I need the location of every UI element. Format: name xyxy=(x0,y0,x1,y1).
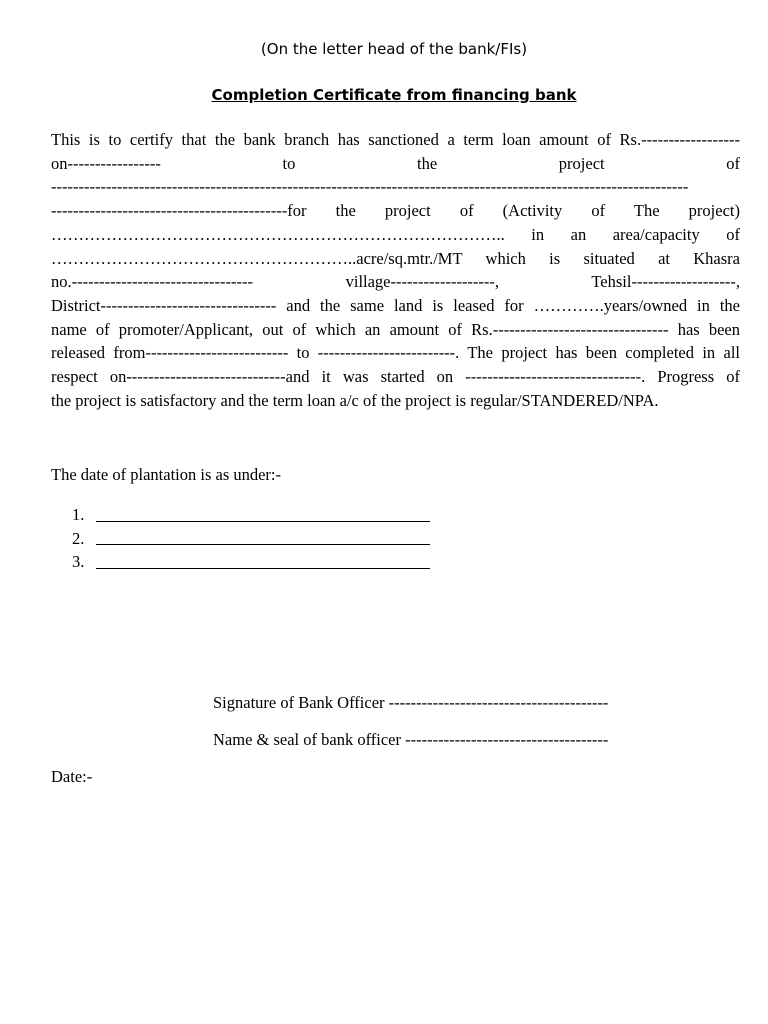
body-line: ……………………………………………………………………….. in an area/capacity of xyxy=(51,224,740,244)
list-item xyxy=(72,503,430,527)
plantation-intro: The date of plantation is as under:- xyxy=(51,465,282,484)
body-line: -------------------------------------------------------------------------------------------------------------------- xyxy=(51,177,689,197)
body-line: ………………………………………………..acre/sq.mtr./MT which is situated at Khasra xyxy=(51,248,740,268)
list-number: 1. xyxy=(72,505,85,524)
list-number: 2. xyxy=(72,528,85,548)
letterhead-note: (On the letter head of the bank/FIs) xyxy=(260,40,528,58)
body-line: District-------------------------------- and the same land is leased for ………….years/owned in the xyxy=(51,295,740,315)
list-item xyxy=(72,550,430,574)
list-number: 3. xyxy=(72,552,85,571)
body-line: This is to certify that the bank branch has sanctioned a term loan amount of Rs.------------------ xyxy=(51,130,740,149)
body-line: on----------------- to the project of xyxy=(51,153,740,173)
body-line: released from-------------------------- to -------------------------. The project has been completed in all xyxy=(51,343,740,363)
signature-bank-officer: Signature of Bank Officer ---------------------------------------- xyxy=(213,693,609,712)
blank-line xyxy=(96,528,430,545)
date-label: Date:- xyxy=(51,767,93,786)
document-title: Completion Certificate from financing bank xyxy=(211,86,577,104)
body-line: respect on-----------------------------and it was started on --------------------------------. Progress of xyxy=(51,367,740,387)
name-seal-bank-officer: Name & seal of bank officer ------------------------------------- xyxy=(213,730,609,749)
blank-line xyxy=(96,552,430,569)
body-line: the project is satisfactory and the term loan a/c of the project is regular/STANDERED/NPA. xyxy=(51,390,659,410)
blank-line xyxy=(96,505,430,522)
list-item xyxy=(72,527,430,551)
body-line: -------------------------------------------for the project of (Activity of The project) xyxy=(51,201,740,221)
body-line: name of promoter/Applicant, out of which an amount of Rs.-------------------------------- has been xyxy=(51,319,740,339)
certificate-body xyxy=(51,128,740,412)
body-line: no.--------------------------------- village-------------------, Tehsil-------------------, xyxy=(51,272,740,292)
plantation-list xyxy=(72,503,430,574)
